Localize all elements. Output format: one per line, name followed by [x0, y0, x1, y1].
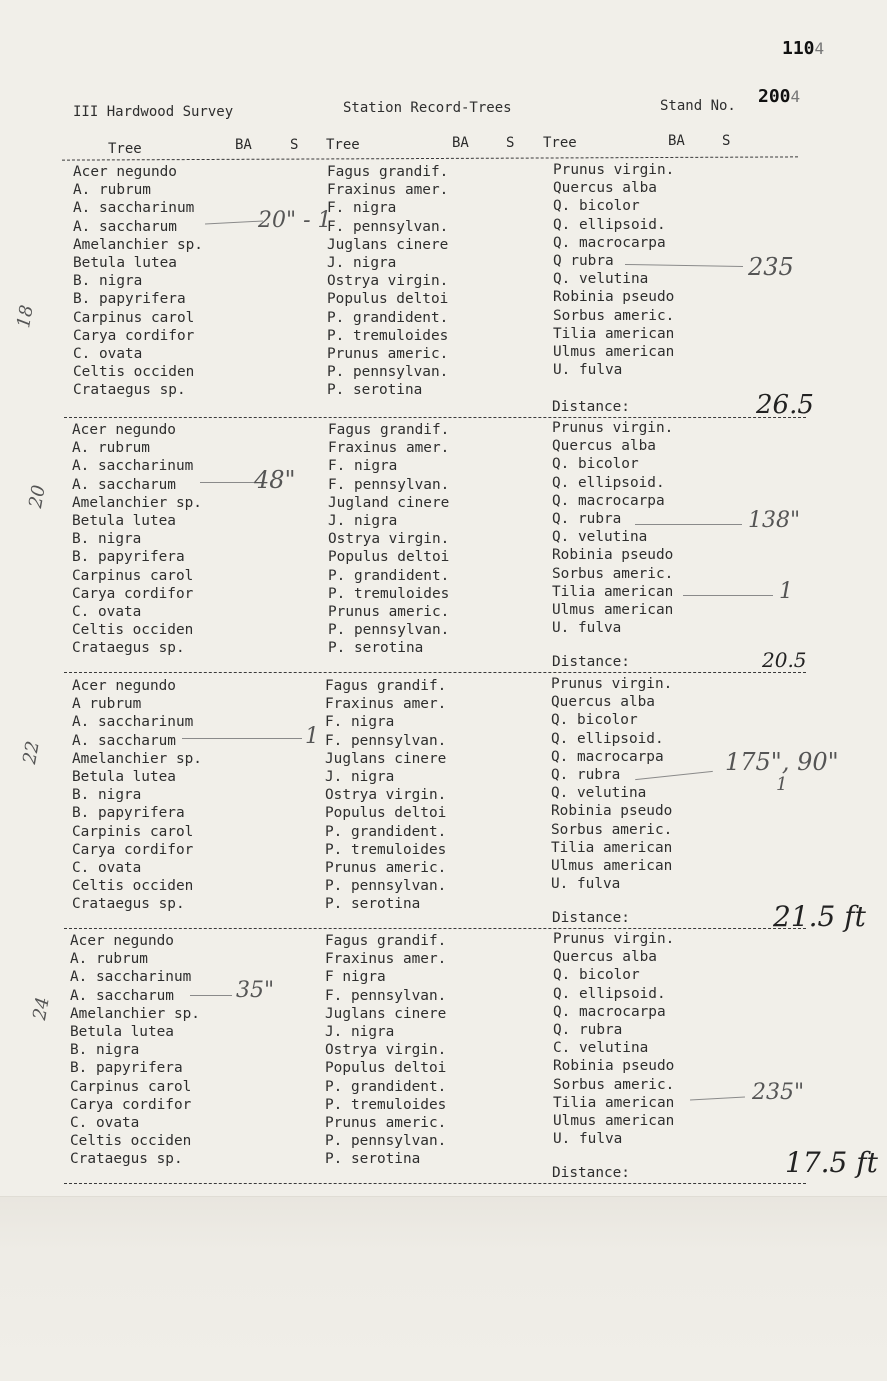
col2-s-header: S [506, 135, 515, 151]
survey-title: III Hardwood Survey [73, 104, 234, 120]
tree-entry: Ostrya virgin. [327, 273, 449, 290]
tree-entry: Q. rubra [553, 1022, 623, 1038]
tree-entry: Tilia american [551, 839, 673, 856]
tree-entry: Carya cordifor [72, 841, 194, 858]
distance-value-4: 17.5 ft [785, 1146, 878, 1179]
tree-entry: A. saccharum [70, 987, 174, 1004]
tree-entry: Ulmus american [553, 344, 675, 360]
tree-entry: Quercus alba [553, 949, 657, 966]
tree-entry: Acer negundo [70, 933, 174, 949]
note-1b: 235 [748, 253, 794, 281]
tree-entry: Robinia pseudo [551, 803, 673, 820]
note-2a: 48" [254, 466, 296, 494]
tree-entry: Juglans cinere [325, 750, 447, 767]
tree-entry: Celtis occiden [70, 1133, 192, 1150]
tree-entry: Fraxinus amer. [327, 182, 449, 199]
tree-entry: Juglans cinere [325, 1005, 447, 1022]
tree-entry: A. saccharinum [72, 458, 194, 475]
tree-entry: F. pennsylvan. [328, 476, 450, 493]
tree-entry: P. tremuloides [327, 327, 449, 344]
tree-entry: Fagus grandif. [327, 164, 449, 180]
tree-entry: A. saccharum [73, 218, 177, 235]
tree-entry: A. rubrum [73, 182, 151, 199]
tree-entry: U. fulva [552, 620, 622, 637]
pencil-line [205, 220, 263, 224]
tree-entry: Fraxinus amer. [325, 696, 447, 713]
pencil-line [690, 1097, 745, 1101]
tree-entry: P. pennsylvan. [325, 878, 447, 895]
tree-entry: P. grandident. [325, 823, 447, 840]
tree-entry: J. nigra [327, 255, 397, 271]
tree-entry: P. tremuloides [325, 841, 447, 858]
tree-entry: Amelanchier sp. [72, 494, 202, 511]
tree-entry: B. papyrifera [73, 291, 186, 308]
section-divider [64, 928, 806, 929]
tree-entry: Crataegus sp. [73, 382, 186, 399]
tree-entry: Q. macrocarpa [553, 1003, 666, 1020]
tree-entry: Q. bicolor [553, 198, 640, 215]
pencil-line [182, 738, 302, 739]
tree-entry: P. grandident. [328, 567, 450, 584]
pencil-line [625, 264, 743, 267]
tree-entry: Carya cordifor [72, 585, 194, 602]
tree-entry: B. nigra [73, 273, 143, 290]
tree-entry: Populus deltoi [325, 1060, 447, 1077]
distance-label: Distance: [552, 910, 630, 926]
margin-note-4: 24 [29, 995, 54, 1022]
distance-label: Distance: [552, 399, 630, 415]
tree-entry: P. grandident. [327, 309, 449, 326]
tree-entry: Q. ellipsoid. [551, 730, 664, 747]
tree-entry: Q. velutina [551, 785, 647, 802]
tree-entry: C. ovata [72, 860, 142, 876]
tree-entry: Ulmus american [553, 1113, 675, 1129]
tree-entry: A. saccharinum [73, 200, 195, 217]
page-number-pen: 4 [814, 39, 825, 58]
stand-number-stamp: 200 [758, 86, 791, 107]
tree-entry: B. papyrifera [70, 1060, 183, 1077]
tree-entry: A. saccharum [72, 476, 176, 493]
pencil-line [635, 524, 742, 525]
tree-entry: Celtis occiden [72, 622, 194, 639]
tree-entry: Q. rubra [551, 767, 621, 783]
tree-entry: Fagus grandif. [328, 422, 450, 438]
distance-value-2: 20.5 [762, 648, 807, 672]
tree-entry: Celtis occiden [72, 878, 194, 895]
tree-entry: Celtis occiden [73, 364, 195, 381]
tree-entry: P. pennsylvan. [327, 364, 449, 381]
tree-entry: B. papyrifera [72, 805, 185, 822]
note-4a: 35" [236, 978, 275, 1003]
tree-entry: Prunus americ. [328, 604, 450, 620]
tree-entry: Q. bicolor [553, 967, 640, 984]
tree-entry: Prunus americ. [325, 1115, 447, 1131]
page-number [782, 38, 824, 59]
tree-entry: B. nigra [72, 787, 142, 804]
tree-entry: Tilia american [553, 1094, 675, 1111]
page-number-stamp: 110 [782, 38, 815, 59]
tree-entry: Crataegus sp. [72, 896, 185, 913]
col3-s-header: S [722, 133, 731, 149]
col3-tree-header: Tree [543, 135, 577, 151]
tree-entry: U. fulva [553, 362, 623, 379]
tree-entry: Robinia pseudo [553, 289, 675, 306]
tree-entry: Betula lutea [72, 513, 176, 529]
tree-entry: C. ovata [73, 346, 143, 362]
tree-entry: Tilia american [552, 583, 674, 600]
tree-entry: Robinia pseudo [552, 547, 674, 564]
pencil-line [635, 771, 713, 780]
tree-entry: Crataegus sp. [70, 1151, 183, 1168]
tree-entry: U. fulva [553, 1131, 623, 1148]
section-divider [64, 417, 806, 418]
note-4b: 235" [752, 1080, 805, 1105]
tree-entry: Amelanchier sp. [70, 1005, 200, 1022]
tree-entry: Fagus grandif. [325, 933, 447, 949]
tree-entry: P. serotina [327, 382, 423, 399]
stand-label: Stand No. [660, 98, 736, 114]
stand-number [758, 86, 800, 107]
note-2c: 1 [779, 579, 793, 604]
tree-entry: P. serotina [325, 1151, 421, 1168]
tree-entry: Prunus virgin. [553, 931, 675, 947]
tree-entry: Tilia american [553, 325, 675, 342]
tree-entry: F. nigra [325, 714, 395, 731]
tree-entry: Sorbus americ. [553, 1076, 675, 1093]
tree-entry: Robinia pseudo [553, 1058, 675, 1075]
tree-entry: Acer negundo [72, 422, 176, 438]
margin-note-1: 18 [13, 303, 38, 330]
tree-entry: A. saccharinum [72, 714, 194, 731]
tree-entry: Carpinus carol [72, 567, 194, 584]
distance-label: Distance: [552, 1165, 630, 1181]
tree-entry: A. rubrum [70, 951, 148, 968]
tree-entry: Ostrya virgin. [325, 787, 447, 804]
tree-entry: Quercus alba [552, 438, 656, 455]
tree-entry: Carpinis carol [72, 823, 194, 840]
tree-entry: Betula lutea [72, 769, 176, 785]
tree-entry: F. pennsylvan. [327, 218, 449, 235]
col1-s-header: S [290, 137, 299, 153]
tree-entry: A. saccharum [72, 732, 176, 749]
tree-entry: A. rubrum [72, 440, 150, 457]
tree-entry: Fraxinus amer. [328, 440, 450, 457]
record-title: Station Record-Trees [343, 100, 512, 116]
tree-entry: Q. ellipsoid. [553, 216, 666, 233]
tree-entry: Q. macrocarpa [553, 234, 666, 251]
tree-entry: Juglans cinere [327, 236, 449, 253]
tree-entry: J. nigra [328, 513, 398, 529]
section-divider [64, 672, 806, 673]
tree-entry: Prunus virgin. [552, 420, 674, 436]
tree-entry: P. grandident. [325, 1078, 447, 1095]
tree-entry: Quercus alba [553, 180, 657, 197]
tree-entry: Q. bicolor [551, 712, 638, 729]
tree-entry: F. pennsylvan. [325, 987, 447, 1004]
tree-entry: B. nigra [72, 531, 142, 548]
tree-entry: Q rubra [553, 253, 614, 269]
tree-entry: Betula lutea [70, 1024, 174, 1040]
tree-entry: Ulmus american [551, 858, 673, 874]
tree-entry: P. serotina [328, 640, 424, 657]
distance-label: Distance: [552, 654, 630, 670]
col1-tree-header: Tree [108, 141, 142, 157]
tree-entry: P. tremuloides [328, 585, 450, 602]
margin-note-2: 20 [25, 483, 50, 510]
margin-note-3: 22 [19, 739, 44, 766]
note-2b: 138" [748, 508, 801, 533]
tree-entry: A rubrum [72, 696, 142, 713]
tree-entry: P. serotina [325, 896, 421, 913]
tree-entry: Populus deltoi [328, 549, 450, 566]
col1-ba-header: BA [235, 137, 252, 153]
tree-entry: Fraxinus amer. [325, 951, 447, 968]
tree-entry: J. nigra [325, 769, 395, 785]
tree-entry: Carya cordifor [70, 1096, 192, 1113]
tree-entry: Prunus americ. [325, 860, 447, 876]
tree-entry: Q. macrocarpa [551, 748, 664, 765]
tree-entry: Carya cordifor [73, 327, 195, 344]
paper-fold [0, 1196, 887, 1381]
col2-ba-header: BA [452, 135, 469, 151]
stand-number-pen: 4 [790, 87, 801, 106]
tree-entry: Carpinus carol [70, 1078, 192, 1095]
tree-entry: Q. bicolor [552, 456, 639, 473]
tree-entry: Q. rubra [552, 511, 622, 527]
tree-entry: C. velutina [553, 1040, 649, 1057]
tree-entry: Q. ellipsoid. [552, 474, 665, 491]
tree-entry: Acer negundo [73, 164, 177, 180]
note-3b: 175", 90" [725, 748, 839, 776]
tree-entry: Crataegus sp. [72, 640, 185, 657]
tree-entry: Amelanchier sp. [73, 236, 203, 253]
distance-value-1: 26.5 [756, 390, 814, 420]
pencil-line [200, 482, 255, 483]
tree-entry: F. pennsylvan. [325, 732, 447, 749]
section-divider [64, 1183, 806, 1184]
tree-entry: Q. ellipsoid. [553, 985, 666, 1002]
tree-entry: Sorbus americ. [551, 821, 673, 838]
tree-entry: Jugland cinere [328, 494, 450, 511]
note-3c: 1 [776, 774, 788, 795]
tree-entry: Ostrya virgin. [325, 1042, 447, 1059]
tree-entry: C. ovata [72, 604, 142, 620]
pencil-line [683, 595, 773, 596]
tree-entry: Ulmus american [552, 602, 674, 618]
tree-entry: Carpinus carol [73, 309, 195, 326]
tree-entry: Prunus americ. [327, 346, 449, 362]
tree-entry: P. pennsylvan. [325, 1133, 447, 1150]
col3-ba-header: BA [668, 133, 685, 149]
tree-entry: Ostrya virgin. [328, 531, 450, 548]
tree-entry: C. ovata [70, 1115, 140, 1131]
tree-entry: P. tremuloides [325, 1096, 447, 1113]
tree-entry: Fagus grandif. [325, 678, 447, 694]
tree-entry: Prunus virgin. [551, 676, 673, 692]
tree-entry: B. nigra [70, 1042, 140, 1059]
tree-entry: B. papyrifera [72, 549, 185, 566]
distance-value-3: 21.5 ft [773, 900, 866, 933]
note-3a: 1 [305, 724, 319, 749]
tree-entry: Q. velutina [552, 529, 648, 546]
tree-entry: Populus deltoi [327, 291, 449, 308]
tree-entry: Amelanchier sp. [72, 750, 202, 767]
tree-entry: U. fulva [551, 876, 621, 893]
tree-entry: Quercus alba [551, 694, 655, 711]
tree-entry: F nigra [325, 969, 386, 986]
tree-entry: P. pennsylvan. [328, 622, 450, 639]
tree-entry: Q. macrocarpa [552, 492, 665, 509]
note-1a: 20" - 1 [258, 208, 332, 233]
tree-entry: Prunus virgin. [553, 162, 675, 178]
tree-entry: Betula lutea [73, 255, 177, 271]
header-divider [62, 156, 798, 160]
tree-entry: Q. velutina [553, 271, 649, 288]
tree-entry: J. nigra [325, 1024, 395, 1040]
tree-entry: A. saccharinum [70, 969, 192, 986]
tree-entry: F. nigra [328, 458, 398, 475]
tree-entry: Sorbus americ. [552, 565, 674, 582]
tree-entry: Sorbus americ. [553, 307, 675, 324]
col2-tree-header: Tree [326, 137, 360, 153]
tree-entry: F. nigra [327, 200, 397, 217]
tree-entry: Populus deltoi [325, 805, 447, 822]
tree-entry: Acer negundo [72, 678, 176, 694]
pencil-line [190, 995, 232, 996]
